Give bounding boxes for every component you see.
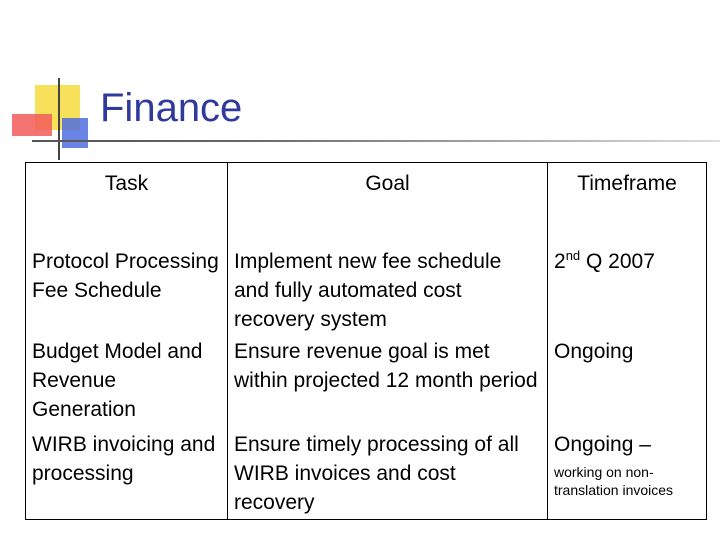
title-underline (32, 140, 720, 142)
header-timeframe: Timeframe (548, 163, 707, 244)
table-row (26, 337, 707, 430)
decor-vertical-line (58, 78, 60, 160)
task-cell: WIRB invoicing and processing (26, 430, 228, 520)
goal-cell: Ensure revenue goal is met within projected 12 month period (228, 337, 548, 430)
header-goal: Goal (228, 163, 548, 244)
header-task: Task (26, 163, 228, 244)
table-header-row (26, 163, 707, 244)
goal-cell: Ensure timely processing of all WIRB invoices and cost recovery (228, 430, 548, 520)
decor-red-square (12, 114, 52, 136)
timeframe-cell (548, 243, 707, 337)
goal-cell: Implement new fee schedule and fully automated cost recovery system (228, 243, 548, 337)
timeframe-text-rest: Q 2007 (580, 250, 655, 273)
slide-title: Finance (100, 86, 243, 130)
timeframe-text: Ongoing – (554, 433, 651, 456)
task-cell: Protocol Processing Fee Schedule (26, 243, 228, 337)
timeframe-superscript: nd (565, 248, 581, 263)
timeframe-text: 2 (554, 250, 566, 273)
task-cell: Budget Model and Revenue Generation (26, 337, 228, 430)
timeframe-note: working on non-translation invoices (554, 464, 674, 498)
timeframe-cell (548, 430, 707, 520)
decor-blue-square (62, 118, 88, 148)
finance-table (25, 162, 707, 520)
table-row (26, 243, 707, 337)
timeframe-cell: Ongoing (548, 337, 707, 430)
table-row (26, 430, 707, 520)
